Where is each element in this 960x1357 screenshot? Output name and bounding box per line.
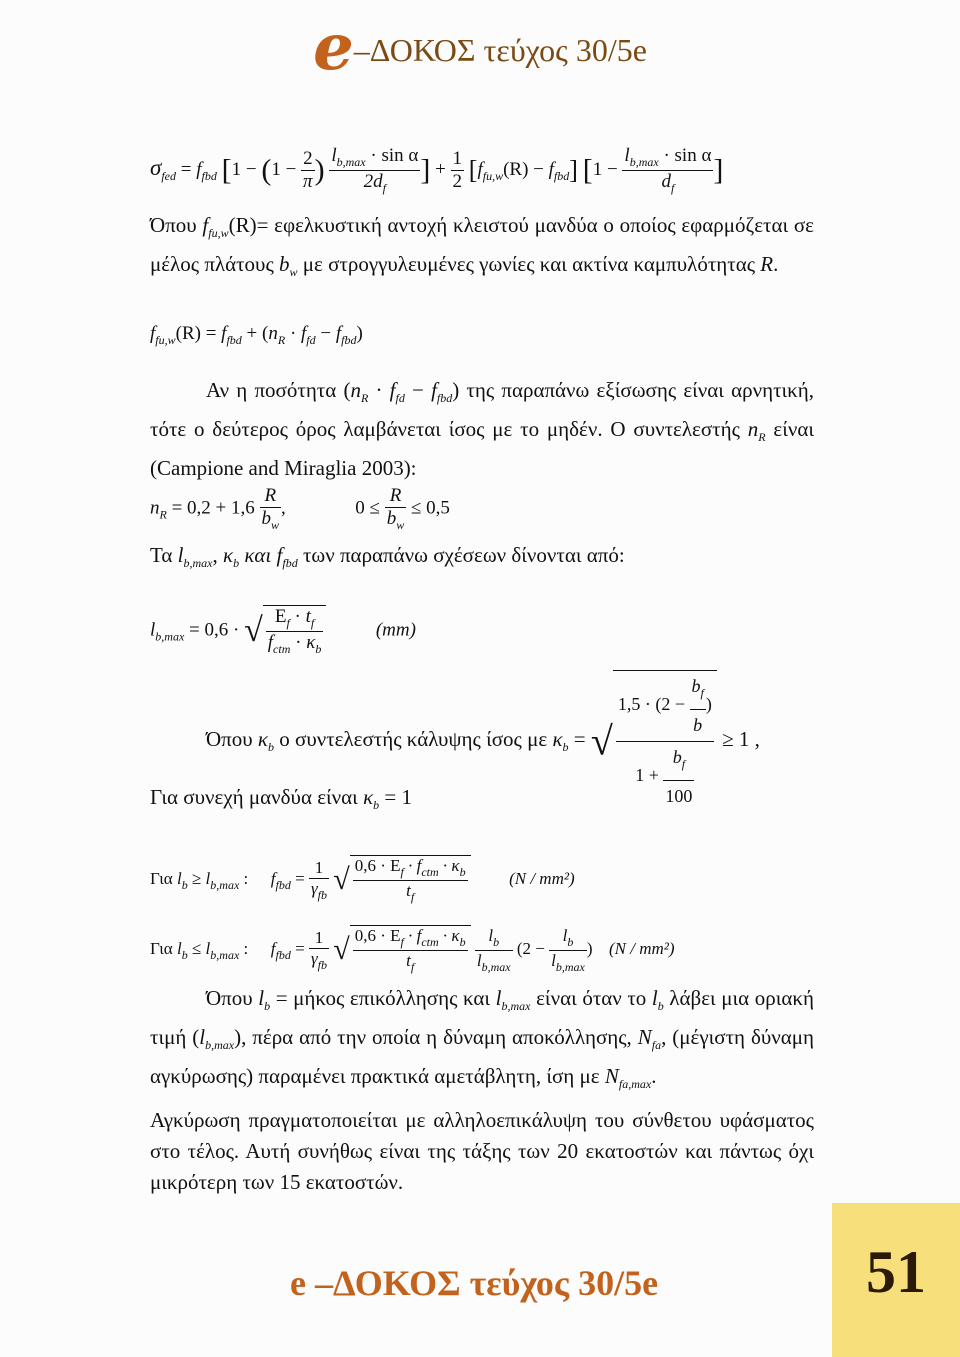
page-header [0,10,960,85]
paragraph-continuous-jacket: Για συνεχή μανδύα είναι $\kappa_b = 1$ [150,785,412,812]
paragraph-anchorage: Αγκύρωση πραγματοποιείται με αλληλοεπικάλυψη του σύνθετου υφάσματος στο τέλος. Αυτή συνήθως είναι της τάξης των 20 εκατοστών και πάντως όχι μικρότερη των 15 εκατοστών. [150,1108,814,1194]
paragraph-parameters-intro: Τα $l_{b,max}$, $\kappa_b$ και $f_{fbd}$ των παραπάνω σχέσεων δίνονται από: [150,543,625,570]
paragraph-kb-definition: Όπου $\kappa_b$ ο συντελεστής κάλυψης ίσος με $\kappa_b$ = √ 1,5 · (2 − $\frac{b_f}{b}$ ) 1 + $\frac{b_f}{100}$ ≥ 1 , [206,670,826,812]
paragraph-ffu-definition: Όπου $f_{fu,w}(R)= \varepsilon\varphi\varepsilon\lambda\kappa\upsilon\sigma\tau\iota\kappa ή$ αντοχή κλειστού μανδύα ο οποίος εφαρμόζεται σε μέλος πλάτους $b_w$ με στρογγυλευμένες γωνίες και ακτίνα καμπυλότητας R. [150,213,814,279]
header-title: –ΔΟΚΟΣ τεύχος 30/5e [353,32,647,68]
equation-ffbd-short: Για $l_b \le l_{b,max}$ : $f_{fbd}$ = $\frac{1}{\gamma_{fb}}$ √ $\frac{0,6 \cdot E_f \cdot f_{ctm} \cdot \kappa_b}{t_f}$ $\frac{l_b}{l_{b,max}}$ (2 − $\frac{l_b}{l_{b,max}}$ ) (N / mm²) [150,925,675,974]
equation-sigma-fed: $\sigma_{fed} = f_{fbd}$ [1 − (1 − $\frac{2}{\pi}$ ) $\frac{l_{b,max} \cdot \sin \alpha}{2d_f}$ ] + $\frac{1}{2}$ $[f_{fu,w}(R) - f_{fbd}] [1$ − $\frac{l_{b,max} \cdot \sin \alpha}{d_f}$ ] [150,145,724,195]
equation-lbmax: $l_{b,max} = 0,6$ · √ $\frac{E_f \cdot t_f}{f_{ctm} \cdot \kappa_b}$ (mm) [150,606,416,656]
page-number: 51 [866,1239,926,1305]
equation-nr: $n_R = 0,2 + 1,6$ $\frac{R}{b_w}$ , 0 ≤ $\frac{R}{b_w}$ ≤ 0,5 [150,485,450,532]
equation-ffu: $f_{fu,w}(R) = f_{fbd} + (n_R \cdot f_{fd} - f_{fbd})$ [150,323,363,347]
header-logo-letter: e [313,10,354,85]
equation-ffbd-long: Για $l_b \ge l_{b,max}$ : $f_{fbd}$ = $\frac{1}{\gamma_{fb}}$ √ $\frac{0,6 \cdot E_f \cdot f_{ctm} \cdot \kappa_b}{t_f}$ (N / mm²) [150,856,575,904]
paragraph-lb-definition: Όπου $l_b = \mu ή\kappa o\varsigma$ επικόλλησης και $l_{b,max}$ είναι όταν το $l_b$ λάβει μια οριακή τιμή $(l_{b,max})$, πέρα από την οποία η δύναμη αποκόλλησης, $N_{fa}$, (μέγιστη δύναμη αγκύρωσης) παραμένει πρακτικά αμετάβλητη, ίση με $N_{fa,max}$. [150,986,814,1091]
footer-title: e –ΔΟΚΟΣ τεύχος 30/5e [290,1263,659,1303]
paragraph-nr-condition: Αν η ποσότητα $(n_R \cdot f_{fd} - f_{fbd})$ της παραπάνω εξίσωσης είναι αρνητική, τότε ο δεύτερος όρος λαμβάνεται ίσος με το μηδέν. Ο συντελεστής $n_R$ είναι (Campione and Miraglia 2003): [150,378,814,480]
